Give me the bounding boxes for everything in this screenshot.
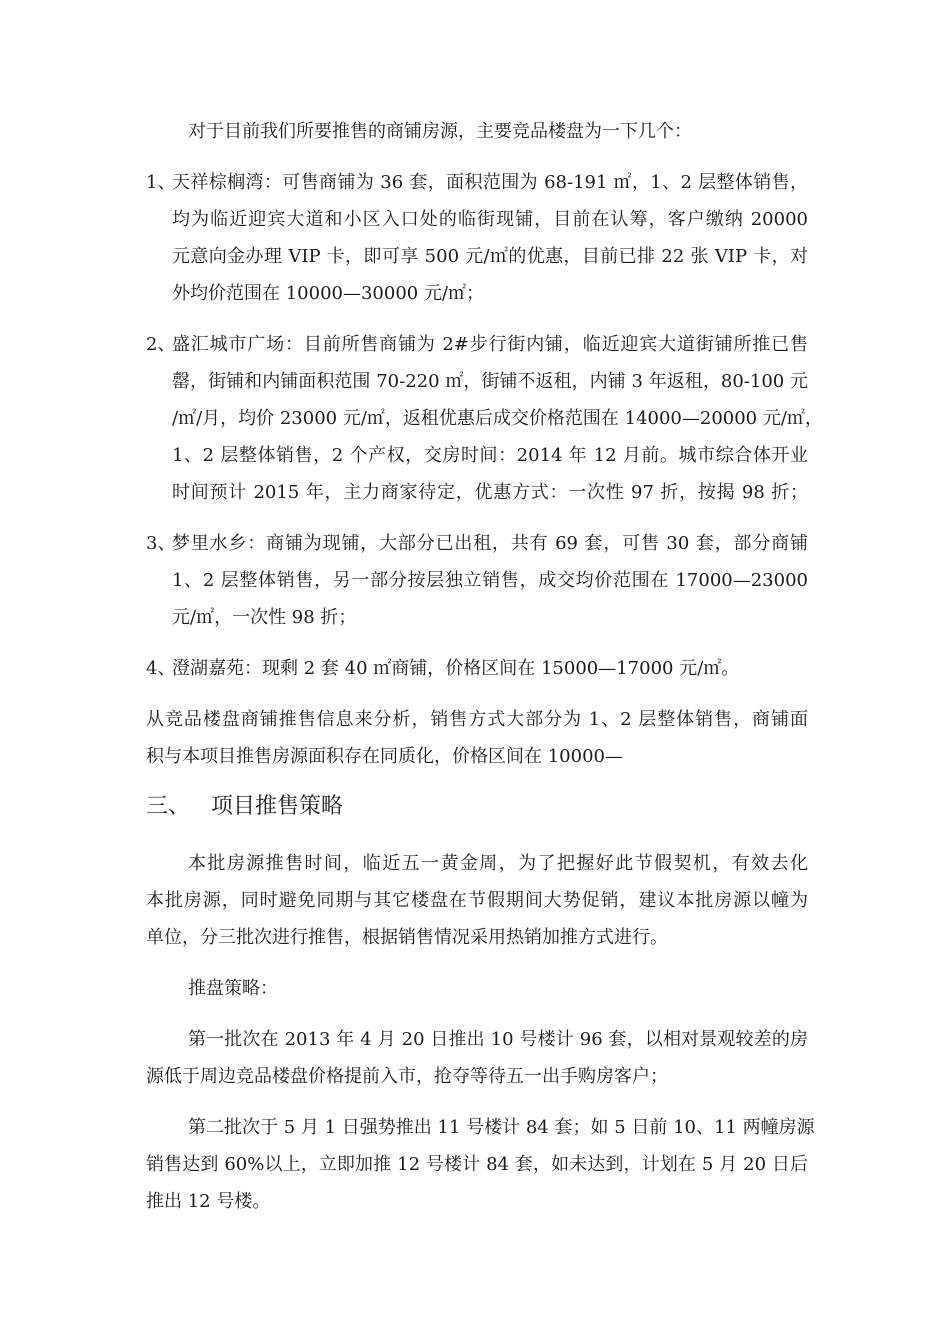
batch2-line-2: 销售达到 60%以上，立即加推 12 号楼计 84 套，如未达到，计划在 5 月 20 日后	[146, 1154, 808, 1175]
list-number-2: 2、	[146, 334, 176, 355]
strategy-line-2: 本批房源，同时避免同期与其它楼盘在节假期间大势促销，建议本批房源以幢为	[146, 890, 808, 911]
list-number-3: 3、	[146, 533, 176, 554]
competitor-3-line-3: 元/㎡，一次性 98 折；	[172, 607, 357, 628]
competitor-1-line-4: 外均价范围在 10000—30000 元/㎡；	[172, 283, 485, 304]
competitor-1-line-3: 元意向金办理 VIP 卡，即可享 500 元/㎡的优惠，目前已排 22 张 VIP 卡，对	[172, 246, 808, 267]
batch2-line-3: 推出 12 号楼。	[146, 1191, 271, 1212]
competitor-2-line-5: 时间预计 2015 年，主力商家待定，优惠方式：一次性 97 折，按揭 98 折；	[172, 482, 808, 503]
section-heading	[0, 795, 950, 823]
competitor-2-line-1: 盛汇城市广场：目前所售商铺为 2#步行街内铺，临近迎宾大道街铺所推已售	[172, 334, 808, 355]
list-number-4: 4、	[146, 658, 176, 679]
batch2-line-1: 第二批次于 5 月 1 日强势推出 11 号楼计 84 套；如 5 日前 10、11 两幢房源	[188, 1117, 815, 1138]
list-number-1: 1、	[146, 172, 176, 193]
strategy-line-1: 本批房源推售时间，临近五一黄金周，为了把握好此节假契机，有效去化	[188, 853, 808, 874]
competitor-3-line-2: 1、2 层整体销售，另一部分按层独立销售，成交均价范围在 17000—23000	[172, 570, 808, 591]
competitor-3-line-1: 梦里水乡：商铺为现铺，大部分已出租，共有 69 套，可售 30 套，部分商铺	[172, 533, 808, 554]
strategy-line-3: 单位，分三批次进行推售，根据销售情况采用热销加推方式进行。	[146, 927, 668, 948]
section-number: 三、	[146, 794, 191, 819]
competitor-1-line-2: 均为临近迎宾大道和小区入口处的临街现铺，目前在认筹，客户缴纳 20000	[172, 209, 808, 230]
batch1-line-1: 第一批次在 2013 年 4 月 20 日推出 10 号楼计 96 套，以相对景观较差的房	[188, 1029, 808, 1050]
competitor-2-line-4: 1、2 层整体销售，2 个产权，交房时间：2014 年 12 月前。城市综合体开业	[172, 445, 808, 466]
competitor-1-line-1: 天祥棕榈湾：可售商铺为 36 套，面积范围为 68-191 ㎡，1、2 层整体销售，	[172, 172, 808, 193]
intro-paragraph: 对于目前我们所要推售的商铺房源，主要竞品楼盘为一下几个：	[188, 121, 692, 142]
competitor-2-line-2: 罄，街铺和内铺面积范围 70-220 ㎡，街铺不返租，内铺 3 年返租，80-100 元	[172, 371, 808, 392]
batch1-line-2: 源低于周边竞品楼盘价格提前入市，抢夺等待五一出手购房客户；	[146, 1066, 668, 1087]
competitor-2-line-3: /㎡/月，均价 23000 元/㎡，返租优惠后成交价格范围在 14000—20000 元/㎡，	[172, 408, 823, 429]
analysis-line-1: 从竞品楼盘商铺推售信息来分析，销售方式大部分为 1、2 层整体销售，商铺面	[146, 709, 808, 730]
strategy-label: 推盘策略：	[188, 978, 278, 999]
analysis-line-2: 积与本项目推售房源面积存在同质化，价格区间在 10000—	[146, 746, 623, 767]
section-title: 项目推售策略	[211, 794, 344, 819]
competitor-4-line-1: 澄湖嘉苑：现剩 2 套 40 ㎡商铺，价格区间在 15000—17000 元/㎡。	[172, 658, 740, 679]
